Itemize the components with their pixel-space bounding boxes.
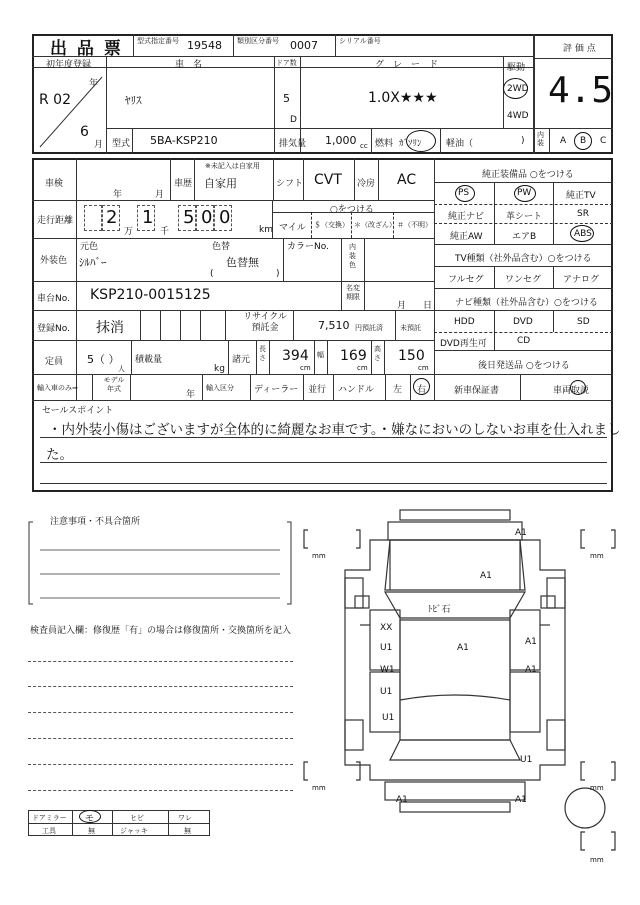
equip-ps: PS [458, 188, 470, 198]
model-year-unit: 年 [186, 390, 196, 400]
handle-label: ハンドル [338, 385, 375, 395]
light-oil-label: 軽油（ [446, 139, 474, 149]
caution-bracket [25, 518, 295, 608]
mileage-digit-4: 0 [201, 207, 213, 228]
repaint-label: 色替 [212, 242, 231, 252]
right-label: 右 [417, 385, 427, 395]
jack-label: ジャッキ [120, 827, 148, 835]
equip-pw: PW [517, 188, 532, 198]
recycle-label: リサイクル預託金 [243, 312, 287, 333]
history-note: ※未記入は自家用 [205, 162, 260, 170]
interior-b-circle [574, 132, 592, 150]
fuel-value: ｶﾞｿﾘﾝ [399, 139, 422, 149]
reg-no-label: 登録No. [37, 324, 70, 334]
displacement-label: 排気量 [279, 139, 307, 149]
left-label: 左 [393, 385, 403, 395]
first-reg-era: R 02 [39, 92, 71, 108]
dvd-label: DVD再生可 [440, 339, 487, 349]
first-reg-month: 6 [80, 124, 89, 140]
altered-label: ＊（改ざん） [354, 221, 396, 229]
mm-unit: mm [312, 552, 326, 560]
shift-value: CVT [314, 172, 342, 188]
diagram-mark: A1 [396, 795, 408, 805]
navi-dvd: DVD [513, 317, 533, 327]
mirror-label: ドアミラー [32, 814, 67, 822]
crack-label: ヒビ [130, 814, 144, 822]
tool-value: 無 [88, 827, 95, 835]
sheet-title: 出 品 票 [50, 39, 123, 59]
interior-a: A [560, 136, 567, 146]
equip-pw-circle [514, 185, 536, 202]
grade-points-label: 評 価 点 [563, 44, 596, 54]
manual-label: 車両取説 [553, 386, 590, 396]
diagram-mark: U1 [382, 713, 395, 723]
serial-label: シリアル番号 [339, 37, 381, 45]
repaint-open: ( [210, 269, 214, 279]
first-reg-year-unit: 年 [89, 79, 99, 89]
diagram-mark: A1 [480, 571, 492, 581]
int-color-label: 内装色 [349, 243, 356, 269]
diagram-mark: A1 [515, 795, 527, 805]
equip-abs: ABS [574, 229, 592, 239]
equip-leather: 革シート [506, 212, 543, 222]
length-label: 長さ [259, 345, 266, 362]
ac-value: AC [397, 172, 417, 188]
width-value: 169 [340, 348, 367, 364]
model-value: 5BA-KSP210 [150, 134, 218, 147]
dealer-label: ディーラー [254, 385, 299, 395]
sameday-title: 後日発送品 ○をつける [478, 361, 570, 371]
sales-point-label: セールスポイント [42, 406, 114, 416]
kg-unit: kg [214, 364, 225, 374]
equip-sr: SR [577, 209, 589, 219]
mileage-box-1 [84, 205, 102, 231]
swap-label: ＄（交換） [314, 221, 349, 229]
person-unit: 人 [118, 365, 125, 373]
equip-ps-circle [455, 185, 475, 202]
recycle-suffix: 円預託済 [355, 324, 383, 332]
diagram-mark: A1 [525, 665, 537, 675]
ext-color-label: 外装色 [40, 256, 68, 266]
warranty-label: 新車保証書 [454, 386, 500, 396]
tv-oneseg: ワンセグ [505, 275, 542, 285]
right-handle-circle [413, 378, 430, 395]
capacity-label: 定員 [45, 357, 64, 367]
tool-label: 工具 [42, 827, 56, 835]
vehicle-damage-diagram [300, 500, 640, 870]
doors-label: ドア数 [276, 59, 297, 67]
name-change-day: 日 [423, 301, 433, 311]
inspection-year-unit: 年 [113, 190, 123, 200]
diagram-mark: ﾄﾋﾞ石 [428, 605, 451, 615]
height-label: 高さ [374, 345, 381, 362]
ac-label: 冷房 [357, 179, 376, 189]
width-label: 幅 [317, 351, 324, 359]
inspection-month-unit: 月 [155, 190, 165, 200]
equip-aw: 純正AW [450, 232, 483, 242]
doors-suffix: D [290, 115, 297, 125]
km-unit: km [259, 225, 273, 235]
shift-label: シフト [276, 179, 304, 189]
interior-label: 内装 [537, 131, 544, 147]
orig-color-value: ｼﾙﾊﾞｰ [79, 256, 107, 269]
history-label: 車歴 [174, 179, 193, 189]
diagram-mark: U1 [380, 687, 393, 697]
car-name-label: 車 名 [175, 60, 203, 70]
fuel-circle [406, 130, 436, 152]
drive-label: 駆動 [507, 63, 526, 73]
sales-point-line-1: ・内外装小傷はございますが全体的に綺麗なお車です。・嫌なにおいのしないお車を仕入れまし [48, 422, 621, 438]
diagram-mark: A1 [515, 528, 527, 538]
length-value: 394 [282, 348, 309, 364]
recycle-value: 7,510 [318, 319, 350, 332]
mileage-digit-5: 0 [219, 207, 231, 228]
capacity-value: 5（ ） [87, 353, 120, 366]
cd-label: CD [517, 336, 531, 346]
mileage-digit-2: 1 [142, 207, 154, 228]
equip-abs-circle [570, 225, 594, 242]
chassis-label: 車台No. [37, 294, 70, 304]
equip-airbag: エアB [512, 232, 537, 242]
inspector-label: 検査員記入欄：修復歴「有」の場合は修復箇所・交換箇所を記入 [30, 626, 292, 636]
light-oil-close: ) [521, 136, 525, 146]
model-year-label: モデル年式 [103, 376, 125, 393]
color-no-label: カラーNo. [287, 242, 329, 252]
tv-title: TV種類（社外品含む）○をつける [455, 254, 592, 264]
navi-sd: SD [577, 317, 590, 327]
mm-unit: mm [590, 856, 604, 864]
load-label: 積載量 [135, 355, 163, 365]
repaint-value: 色替無 [226, 256, 259, 269]
first-reg-month-unit: 月 [94, 140, 104, 150]
diagram-mark: W1 [380, 665, 395, 675]
length-cm: cm [300, 364, 311, 372]
history-value: 自家用 [204, 177, 237, 190]
mirror-circle [79, 810, 101, 823]
import-label: 輸入車のみ⇒ [37, 384, 78, 392]
mileage-digit-1: 2 [106, 207, 118, 228]
mm-unit: mm [312, 784, 326, 792]
equip-tv: 純正TV [566, 191, 596, 201]
category-label: 類別区分番号 [237, 37, 279, 45]
diagram-mark: A1 [457, 643, 469, 653]
interior-c: C [600, 136, 607, 146]
mirror-value: モ [85, 814, 95, 824]
height-cm: cm [418, 364, 429, 372]
interior-b: B [580, 136, 587, 146]
diagram-mark: U1 [380, 643, 393, 653]
sales-point-line-2: た。 [46, 447, 73, 463]
unknown-label: ＃（不明） [397, 221, 432, 229]
category-value: 0007 [290, 39, 318, 52]
doors-value: 5 [283, 92, 290, 105]
sen-unit: 千 [160, 227, 170, 237]
repaint-close: ) [276, 269, 280, 279]
drive-4wd: 4WD [507, 111, 529, 121]
orig-color-label: 元色 [80, 242, 99, 252]
mileage-label: 走行距離 [37, 216, 74, 226]
displacement-unit: cc [360, 142, 368, 150]
mileage-digit-3: 5 [183, 207, 195, 228]
name-change-month: 月 [397, 301, 407, 311]
diagram-mark: U1 [520, 755, 533, 765]
equip-navi: 純正ナビ [448, 212, 485, 222]
equipment-title: 純正装備品 ○をつける [482, 170, 574, 180]
import-type-label: 輸入区分 [206, 384, 234, 392]
mile-label: マイル [279, 223, 306, 233]
model-label: 型式 [112, 139, 131, 149]
caution-label: 注意事項・不具合箇所 [50, 517, 141, 527]
jack-value: 無 [184, 827, 191, 835]
inspection-label: 車検 [45, 179, 64, 189]
type-designation-label: 型式指定番号 [137, 37, 179, 45]
grade-points-value: 4.5 [548, 70, 614, 111]
parallel-label: 並行 [308, 385, 327, 395]
diagram-mark: XX [380, 623, 393, 633]
circle-note: ○をつける [330, 205, 374, 215]
tv-fullseg: フルセグ [448, 275, 484, 285]
fuel-label: 燃料 [375, 139, 394, 149]
reg-no-value: 抹消 [96, 320, 124, 336]
break-label: ワレ [178, 814, 192, 822]
grade-label: グ レ ー ド [375, 60, 439, 70]
mm-unit: mm [590, 784, 604, 792]
dims-label: 諸元 [232, 355, 251, 365]
mm-unit: mm [590, 552, 604, 560]
diagram-mark: A1 [525, 637, 537, 647]
navi-hdd: HDD [454, 317, 475, 327]
grade-value: 1.0X★★★ [368, 90, 438, 106]
tv-analog: アナログ [563, 275, 600, 285]
navi-title: ナビ種類（社外品含む）○をつける [455, 298, 598, 308]
drive-2wd: 2WD [507, 84, 529, 94]
recycle-none: 未預託 [400, 324, 421, 332]
name-change-label: 名変期限 [346, 284, 360, 301]
man-unit: 万 [124, 227, 134, 237]
drive-2wd-circle [503, 78, 528, 99]
chassis-value: KSP210-0015125 [90, 287, 211, 303]
height-value: 150 [398, 348, 425, 364]
first-reg-label: 初年度登録 [46, 60, 92, 70]
manual-circle [570, 380, 586, 395]
displacement-value: 1,000 [325, 134, 357, 147]
width-cm: cm [357, 364, 368, 372]
type-designation-value: 19548 [187, 39, 222, 52]
car-name-value: ﾔﾘｽ [125, 94, 142, 107]
